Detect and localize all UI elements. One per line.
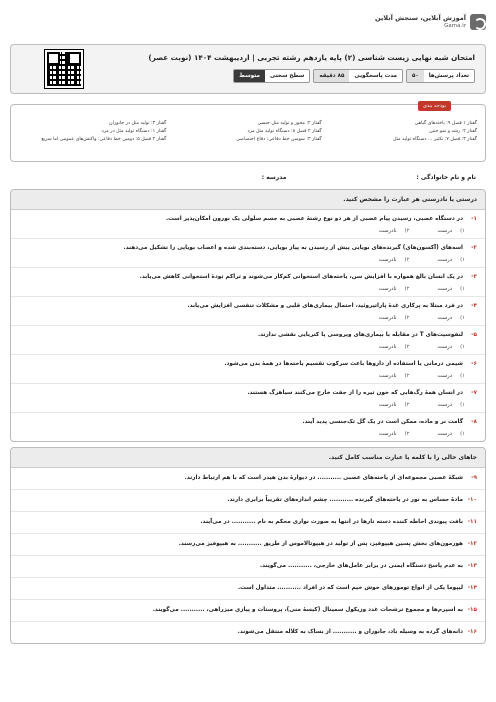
question-item: ۱۲- هورمون‌های بخش پسین هیپوفیز، پس از تولید در هیپوتالاموس از طریق ........... به هیپوفیز می‌رسند. — [11, 534, 485, 556]
topic-item: گفتار ۱: دستگاه تولید مثل در مرد — [101, 129, 167, 134]
student-name-label: نام و نام خانوادگی : — [416, 174, 476, 181]
topic-item: گفتار ۲: محور و تولید مثل جنسی — [257, 121, 322, 126]
question-item: ۹- شبکهٔ عصبی مجموعه‌ای از یاخته‌های عصبی ........... در دیوارهٔ بدن هیدر است که با هم ارتباط دارند. — [11, 468, 485, 490]
topics-grid — [19, 121, 477, 142]
topics-badge: بودجه بندی — [418, 101, 451, 111]
option-false[interactable]: ۲) نادرست — [378, 257, 410, 263]
topic-item: گفتار ۲ فصل ۵: دومین خط دفاعی: واکنش‌های عمومی اما سریع — [41, 137, 167, 142]
topics-box — [10, 104, 486, 162]
section-heading: درستی یا نادرستی هر عبارت را مشخص کنید. — [11, 190, 485, 210]
question-item: ۱۴- لیپوما یکی از انواع تومورهای خوش خیم است که در افراد ........... متداول است. — [11, 578, 485, 600]
question-item: ۱۶- دانه‌های گرده به وسیله باد، جانوران و ........... از بساک به کلاله منتقل می‌شوند. — [237, 629, 477, 635]
brand-header — [10, 8, 486, 36]
fill-blank-section — [10, 447, 486, 644]
question-item: ۵- لنفوسیت‌های T در مقابله با بیماری‌های ویروسی یا کتریایی نقشی ندارند. ۱) درست ۲) نادرست — [11, 326, 485, 355]
exam-meta — [233, 69, 475, 83]
question-item: ۲- اسه‌های (آکسون‌های) گیرنده‌های بویایی پیش از رسیدن به پیاز بویایی، دسته‌بندی شده و اعصاب بویایی را تشکیل می‌دهند. ۱) درست ۲) نادرست — [11, 239, 485, 268]
student-info-row — [10, 162, 486, 189]
meta-question-count: تعداد پرسش‌ها ۵۰ — [406, 69, 475, 83]
option-true[interactable]: ۱) درست — [437, 373, 465, 379]
topic-item: گفتار ۳: فصل ۷: تکثیر ... دستگاه تولید مثل — [393, 137, 477, 142]
question-text: لنفوسیت‌های T در مقابله با بیماری‌های ویروسی یا کتریایی نقشی ندارند. — [257, 332, 463, 338]
question-text: لیپوما یکی از انواع تومورهای خوش خیم است که در افراد ........... متداول است. — [237, 585, 463, 591]
option-true[interactable]: ۱) درست — [437, 402, 465, 408]
question-item: ۴- در فرد مبتلا به پرکاری غدهٔ پاراتیروئید، احتمال بیماری‌های قلبی و مشکلات تنفسی افزایش می‌یابد. ۱) درست ۲) نادرست — [11, 297, 485, 326]
option-false[interactable]: ۲) نادرست — [378, 228, 410, 234]
topic-item: گفتار ۳: سومین خط دفاعی: دفاع اختصاصی — [236, 137, 322, 142]
meta-difficulty: سطح سختی متوسط — [233, 69, 310, 83]
option-false[interactable]: ۲) نادرست — [378, 402, 410, 408]
question-text: هورمون‌های بخش پسین هیپوفیز، پس از تولید در هیپوتالاموس از طریق ........... به هیپوفیز می‌رسند. — [178, 541, 463, 547]
question-text: مادهٔ حساس به نور در یاخته‌های گیرنده ........... چشم اندازه‌های تقریباً برابری دارند. — [227, 497, 463, 503]
question-text: در انسان همهٔ رگ‌هایی که خون تیره را از جفت خارج می‌کنند سیاهرگ هستند. — [247, 390, 463, 396]
question-item: ۷- در انسان همهٔ رگ‌هایی که خون تیره را از جفت خارج می‌کنند سیاهرگ هستند. ۱) درست ۲) نادرست — [11, 384, 485, 413]
question-text: به اسپرم‌ها و مجموع ترشحات غدد وزیکول سمینال (کیسهٔ منی)، پروستات و پیازی میزراهی، ........... می‌گویند. — [152, 607, 463, 613]
option-false[interactable]: ۲) نادرست — [378, 431, 410, 437]
topic-item: گفتار ۲: رشد و نمو جنین — [429, 129, 477, 134]
question-text: در دستگاه عصبی، رسیدن پیام عصبی از هر دو نوع رشتهٔ عصبی به جسم سلولی یک نورون امکان‌پذیر است. — [165, 216, 463, 222]
option-true[interactable]: ۱) درست — [437, 431, 465, 437]
meta-duration: مدت پاسخگویی ۸۵ دقیقه — [313, 69, 403, 83]
exam-title: امتحان شبه نهایی زیست شناسی (۲) پایه یازدهم رشته تجربی | اردیبهشت ۱۴۰۴ (نوبت عصر) — [148, 53, 475, 62]
option-true[interactable]: ۱) درست — [437, 228, 465, 234]
true-false-section — [10, 189, 486, 442]
question-item: ۱۳- به عدم پاسخ دستگاه ایمنی در برابر عامل‌های خارجی، ........... می‌گویند. — [11, 556, 485, 578]
option-false[interactable]: ۲) نادرست — [378, 315, 410, 321]
question-item: ۱۵- به اسپرم‌ها و مجموع ترشحات غدد وزیکول سمینال (کیسهٔ منی)، پروستات و پیازی میزراهی، ........... می‌گویند. — [11, 600, 485, 622]
question-text: شبکهٔ عصبی مجموعه‌ای از یاخته‌های عصبی ........... در دیوارهٔ بدن هیدر است که با هم ارتباط دارند. — [184, 475, 463, 481]
option-false[interactable]: ۲) نادرست — [378, 286, 410, 292]
question-item: ۸- گامت نر و ماده، ممکن است در یک گل تک‌جنسی پدید آیند. ۱) درست ۲) نادرست — [302, 419, 477, 437]
exam-title-box — [10, 44, 486, 94]
topic-item: گفتار ۳: تولید مثل در جانوران — [109, 121, 167, 126]
question-text: اسه‌های (آکسون‌های) گیرنده‌های بویایی پیش از رسیدن به پیاز بویایی، دسته‌بندی شده و اعصاب بویایی را تشکیل می‌دهند. — [123, 245, 463, 251]
question-text: در فرد مبتلا به پرکاری غدهٔ پاراتیروئید، احتمال بیماری‌های قلبی و مشکلات تنفسی افزایش می‌یابد. — [187, 303, 463, 309]
question-item: ۱۱- بافت پیوندی احاطه کننده دسته تارها در انتها به صورت نواری محکم به نام ........... در می‌آیند. — [11, 512, 485, 534]
section-heading: جاهای خالی را با کلمه یا عبارت مناسب کامل کنید. — [11, 448, 485, 468]
question-item: ۱۰- مادهٔ حساس به نور در یاخته‌های گیرنده ........... چشم اندازه‌های تقریباً برابری دارند. — [11, 490, 485, 512]
option-false[interactable]: ۲) نادرست — [378, 373, 410, 379]
option-true[interactable]: ۱) درست — [437, 344, 465, 350]
question-text: در یک انسان بالغ همواره با افزایش سن، یاخته‌های استخوانی کم‌کار می‌شوند و تراکم تودهٔ استخوانی کاهش می‌یابد. — [139, 274, 463, 280]
question-text: بافت پیوندی احاطه کننده دسته تارها در انتها به صورت نواری محکم به نام ........... در می‌آیند. — [200, 519, 463, 525]
question-text: دانه‌های گرده به وسیله باد، جانوران و ........... از بساک به کلاله منتقل می‌شوند. — [237, 629, 463, 635]
option-true[interactable]: ۱) درست — [437, 286, 465, 292]
school-label: مدرسه : — [261, 174, 287, 181]
question-text: گامت نر و ماده، ممکن است در یک گل تک‌جنسی پدید آیند. — [302, 419, 463, 425]
question-text: به عدم پاسخ دستگاه ایمنی در برابر عامل‌های خارجی، ........... می‌گویند. — [259, 563, 463, 569]
brand-title: آموزش آنلاین، سنجش آنلاین — [374, 14, 466, 22]
qr-code-icon — [45, 50, 83, 88]
question-item: ۳- در یک انسان بالغ همواره با افزایش سن، یاخته‌های استخوانی کم‌کار می‌شوند و تراکم تودهٔ استخوانی کاهش می‌یابد. ۱) درست ۲) نادرست — [11, 268, 485, 297]
option-true[interactable]: ۱) درست — [437, 257, 465, 263]
topic-item: گفتار ۲ فصل ۸: دستگاه تولید مثل مرد — [247, 129, 322, 134]
question-item: ۱- در دستگاه عصبی، رسیدن پیام عصبی از هر دو نوع رشتهٔ عصبی به جسم سلولی یک نورون امکان‌پذیر است. ۱) درست ۲) نادرست — [11, 210, 485, 239]
gama-logo-icon — [470, 14, 486, 30]
question-item: ۶- شیمی درمانی یا استفاده از داروها باعث سرکوب تقسیم یاخته‌ها در همهٔ بدن می‌شود. ۱) درست ۲) نادرست — [11, 355, 485, 384]
topic-item: گفتار ۱ فصل ۹: یاخته‌های گیاهی — [414, 121, 477, 126]
brand-text — [375, 14, 466, 30]
option-false[interactable]: ۲) نادرست — [378, 344, 410, 350]
question-text: شیمی درمانی یا استفاده از داروها باعث سرکوب تقسیم یاخته‌ها در همهٔ بدن می‌شود. — [224, 361, 463, 367]
brand-site: Gama.ir — [444, 23, 466, 29]
option-true[interactable]: ۱) درست — [437, 315, 465, 321]
